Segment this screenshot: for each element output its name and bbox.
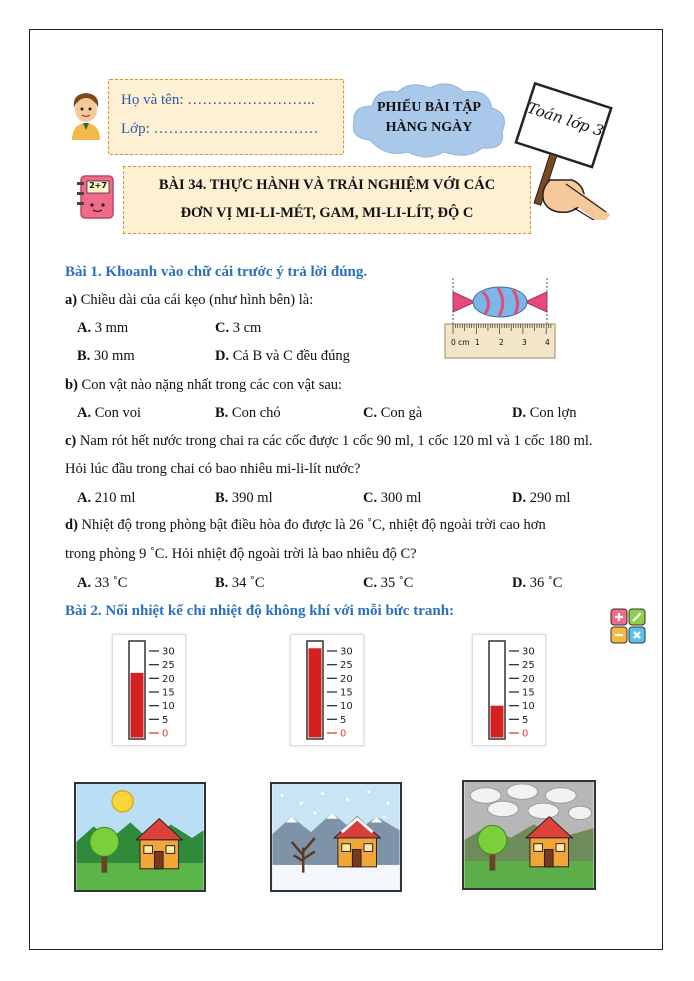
thermometer-scale-label: 15 [522,687,535,699]
ruler-label-2: 2 [499,338,504,347]
thermometer-2[interactable] [290,634,364,746]
question-c-line2: Hỏi lúc đầu trong chai có bao nhiêu mi-li-lít nước? [65,461,361,477]
option-c-B[interactable]: B. 390 ml [215,490,273,506]
thermometer-scale-label: 10 [340,701,353,713]
option-a-D[interactable]: D. Cả B và C đều đúng [215,348,350,364]
option-c-D[interactable]: D. 290 ml [512,490,571,506]
cloudy-scene-picture[interactable] [462,780,596,890]
thermometer-scale-label: 25 [522,660,535,672]
lesson-title-line1: BÀI 34. THỰC HÀNH VÀ TRẢI NGHIỆM VỚI CÁC [158,177,496,193]
ruler-label-4: 4 [545,338,550,347]
question-b-label: b) [65,377,78,393]
thermometer-scale-label: 0 [162,728,169,740]
thermometer-scale-label: 20 [162,673,175,685]
option-d-D[interactable]: D. 36 ˚C [512,575,563,591]
worksheet-label-line2: HÀNG NGÀY [385,120,473,135]
option-c-C[interactable]: C. 300 ml [363,490,422,506]
name-field-label[interactable]: Họ và tên: …………………….. [121,92,315,108]
option-b-C[interactable]: C. Con gà [363,405,423,421]
thermometer-scale-label: 30 [340,646,353,658]
option-a-B[interactable]: B. 30 mm [77,348,135,364]
thermometer-1[interactable] [112,634,186,746]
question-a-label: a) [65,292,78,308]
question-d-text: Nhiệt độ trong phòng bật điều hòa đo được là 26 ˚C, nhiệt độ ngoài trời cao hơn [77,517,546,533]
thermometer-scale-label: 15 [162,687,175,699]
thermometer-mercury [131,673,144,738]
option-a-C[interactable]: C. 3 cm [215,320,262,336]
thermometer-scale-label: 5 [162,714,169,726]
thermometer-scale-label: 20 [340,673,353,685]
thermometer-scale-label: 0 [340,728,347,740]
thermometer-scale-label: 10 [162,701,175,713]
option-d-A[interactable]: A. 33 ˚C [77,575,128,591]
thermometer-mercury [491,706,504,738]
ruler-label-3: 3 [522,338,527,347]
math-operations-icon [610,608,646,644]
thermometer-scale-label: 15 [340,687,353,699]
question-c [65,433,593,450]
option-d-C[interactable]: C. 35 ˚C [363,575,414,591]
option-a-A[interactable]: A. 3 mm [77,320,129,336]
candy-ruler-figure [443,278,558,360]
thermometer-scale-label: 0 [522,728,529,740]
thermometer-mercury [309,648,322,737]
thermometer-scale-label: 20 [522,673,535,685]
question-c-label: c) [65,433,77,449]
option-b-B[interactable]: B. Con chó [215,405,281,421]
option-d-B[interactable]: B. 34 ˚C [215,575,265,591]
bai1-heading: Bài 1. Khoanh vào chữ cái trước ý trả lời đúng. [65,264,368,280]
thermometer-scale-label: 5 [522,714,529,726]
question-b [65,377,342,394]
sign-text: Toán lớp 3 [525,98,606,141]
thermometer-scale-label: 5 [340,714,347,726]
option-b-D[interactable]: D. Con lợn [512,405,577,421]
thermometer-scale-label: 25 [340,660,353,672]
worksheet-label-line1: PHIẾU BÀI TẬP [377,100,481,115]
question-d [65,517,546,534]
sunny-scene-picture[interactable] [74,782,206,892]
question-d-line2: trong phòng 9 ˚C. Hỏi nhiệt độ ngoài trời là bao nhiêu độ C? [65,546,417,562]
question-a [65,292,313,309]
option-c-A[interactable]: A. 210 ml [77,490,136,506]
worksheet-label [358,98,500,138]
bai2-heading: Bài 2. Nối nhiệt kế chỉ nhiệt độ không khí với mỗi bức tranh: [65,603,455,619]
question-d-label: d) [65,517,78,533]
thermometer-3[interactable] [472,634,546,746]
thermometer-scale-label: 30 [522,646,535,658]
student-boy-icon [66,90,106,140]
lesson-title-line2: ĐƠN VỊ MI-LI-MÉT, GAM, MI-LI-LÍT, ĐỘ C [180,205,474,221]
class-field-label[interactable]: Lớp: …………………………… [121,121,319,137]
thermometer-scale-label: 10 [522,701,535,713]
notebook-text: 2+7 [89,181,107,190]
ruler-label-1: 1 [475,338,480,347]
question-c-text: Nam rót hết nước trong chai ra các cốc được 1 cốc 90 ml, 1 cốc 120 ml và 1 cốc 180 ml. [76,433,593,449]
thermometer-scale-label: 25 [162,660,175,672]
question-b-text: Con vật nào nặng nhất trong các con vật sau: [77,377,343,393]
thermometer-scale-label: 30 [162,646,175,658]
option-b-A[interactable]: A. Con voi [77,405,142,421]
student-info-box [108,79,344,155]
winter-scene-picture[interactable] [270,782,402,892]
question-a-text: Chiều dài của cái kẹo (như hình bên) là: [77,292,314,308]
ruler-label-0: 0 cm [451,338,470,347]
lesson-title-box [123,166,531,234]
